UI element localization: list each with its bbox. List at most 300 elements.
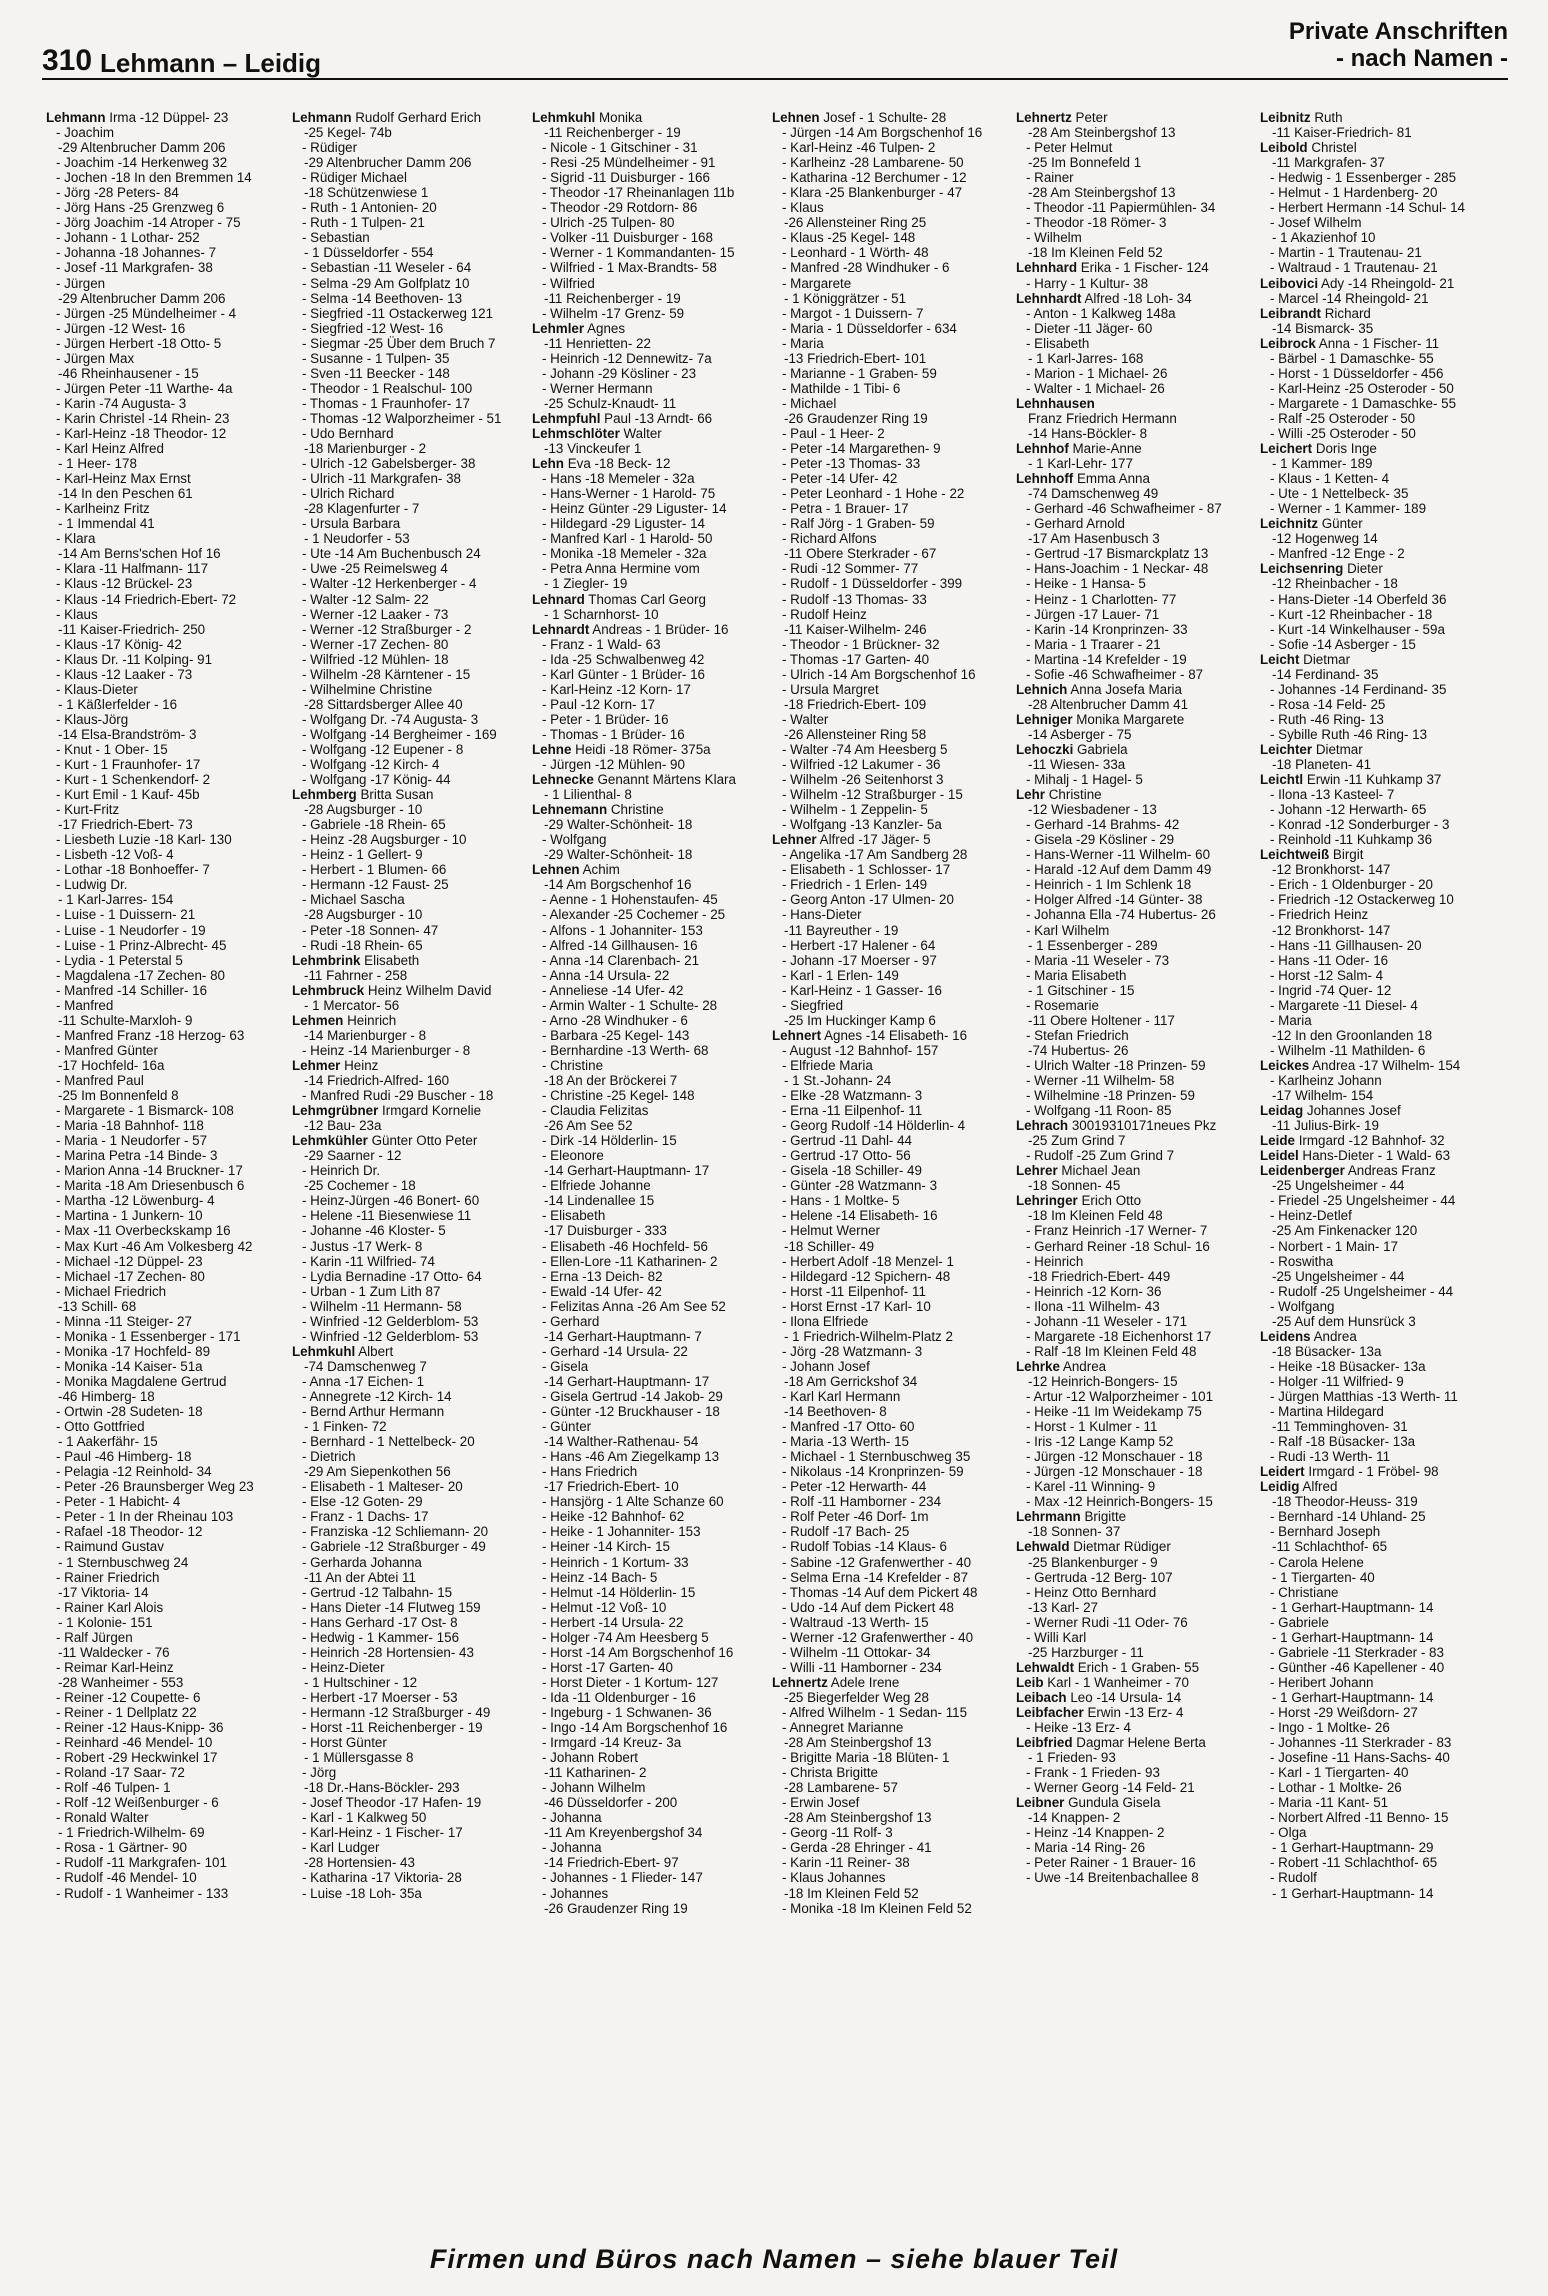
directory-entry: - Gabriele -11 Sterkrader - 83 [1270,1644,1444,1660]
directory-entry: - Rudolf -46 Mendel- 10 [56,1870,197,1886]
directory-entry: - Ralf -25 Osteroder - 50 [1270,410,1416,426]
directory-entry: - Karlheinz Fritz [56,501,150,517]
directory-entry: - Walter -74 Am Heesberg 5 [782,741,948,757]
directory-entry: - Ellen-Lore -11 Katharinen- 2 [542,1253,718,1269]
surname: Leib [1016,1674,1044,1690]
surname: Leichter [1260,741,1313,757]
directory-entry: - Jürgen Max [56,350,135,366]
directory-entry: - Günter -28 Watzmann- 3 [782,1178,938,1194]
directory-entry: - Wilfried -12 Lakumer - 36 [782,757,941,773]
directory-entry: - Margot - 1 Duissern- 7 [782,305,924,321]
directory-entry: - Karel -11 Winning- 9 [1026,1479,1156,1495]
directory-entry-continuation: -18 Planeten- 41 [1272,757,1372,773]
directory-entry: - Jürgen -14 Am Borgschenhof 16 [782,125,983,141]
directory-entry: - Karl-Heinz -12 Korn- 17 [542,681,691,697]
directory-entry: - Frank - 1 Frieden- 93 [1026,1765,1160,1781]
directory-entry: Lehnertz Adele Irene [772,1674,900,1690]
directory-entry: Lehne Heidi -18 Römer- 375a [532,741,711,757]
directory-entry: - Klaus [782,200,824,216]
page-header [42,18,1508,80]
directory-entry: - Franziska -12 Schliemann- 20 [302,1524,489,1540]
directory-entry-continuation: -28 Hortensien- 43 [304,1855,415,1871]
directory-entry: - Margarete - 1 Damaschke- 55 [1270,395,1457,411]
directory-entry: - Wolfgang -14 Bergheimer - 169 [302,726,497,742]
directory-entry: - Theodor - 1 Brückner- 32 [782,636,940,652]
directory-entry: - Maria Elisabeth [1026,967,1127,983]
surname: Lehne [532,741,572,757]
directory-entry: - Horst Ernst -17 Karl- 10 [782,1298,931,1314]
directory-entry: - Rainer [1026,170,1074,186]
directory-entry-continuation: -74 Hubertus- 26 [1028,1042,1129,1058]
directory-entry: - Martina - 1 Junkern- 10 [56,1208,203,1224]
directory-entry-continuation: - 1 Sternbuschweg 24 [58,1554,189,1570]
surname: Lehnertz [1016,110,1072,125]
surname: Lehmgrübner [292,1103,379,1119]
directory-entry: - Anton - 1 Kalkweg 148a [1026,305,1176,321]
directory-entry: - Karin -14 Kronprinzen- 33 [1026,621,1188,637]
directory-entry: - Horst - 1 Düsseldorfer - 456 [1270,365,1444,381]
directory-entry: - Elisabeth - 1 Schlosser- 17 [782,862,951,878]
directory-entry: - Angelika -17 Am Sandberg 28 [782,847,968,863]
surname: Lehnhausen [1016,395,1095,411]
surname: Leide [1260,1133,1295,1149]
directory-entry: - Siegmar -25 Über dem Bruch 7 [302,335,496,351]
directory-entry: - Manfred Franz -18 Herzog- 63 [56,1027,245,1043]
directory-entry: - Else -12 Goten- 29 [302,1494,423,1510]
directory-entry-continuation: -17 Viktoria- 14 [58,1584,149,1600]
directory-entry: - Ruth -46 Ring- 13 [1270,711,1384,727]
directory-entry: - Manfred Karl - 1 Harold- 50 [542,531,713,547]
directory-entry: - Karl - 1 Erlen- 149 [782,967,899,983]
directory-entry: - Peter Rainer - 1 Brauer- 16 [1026,1855,1196,1871]
directory-entry: - Josefine -11 Hans-Sachs- 40 [1270,1750,1450,1766]
directory-entry: - Bernhard - 1 Nettelbeck- 20 [302,1434,475,1450]
directory-entry-continuation: -14 Hans-Böckler- 8 [1028,425,1148,441]
column-3 [532,110,764,2220]
directory-entry: Lehnhoff Emma Anna [1016,471,1150,487]
directory-entry: - Ronald Walter [56,1810,149,1826]
directory-entry: - Gisela Gertrud -14 Jakob- 29 [542,1388,723,1404]
directory-entry: - Mathilde - 1 Tibi- 6 [782,380,901,396]
directory-entry: - Lisbeth -12 Voß- 4 [56,847,174,863]
directory-entry: - Karl-Heinz -46 Tulpen- 2 [782,140,936,156]
directory-entry: - Gerharda Johanna [302,1554,422,1570]
directory-entry: Leibovici Ady -14 Rheingold- 21 [1260,275,1455,291]
directory-entry-continuation: -14 Marienburger - 8 [304,1027,427,1043]
directory-entry: - Gertruda -12 Berg- 107 [1026,1569,1173,1585]
directory-entry-continuation: -25 Im Bonnefeld 1 [1028,155,1142,171]
directory-entry: - Ingeburg - 1 Schwanen- 36 [542,1704,712,1720]
directory-entry: - Manfred -12 Enge - 2 [1270,546,1405,562]
directory-entry: - Rudolf -17 Bach- 25 [782,1524,910,1540]
directory-entry: - Werner Hermann [542,380,653,396]
directory-entry: - Peter Leonhard - 1 Hohe - 22 [782,486,965,502]
directory-entry: Lehmberg Britta Susan [292,787,434,803]
surname: Lehrke [1016,1358,1060,1374]
directory-entry: - Selma -29 Am Golfplatz 10 [302,275,470,291]
directory-entry: - Maria -13 Werth- 15 [782,1434,910,1450]
directory-entry: - Heike - 1 Johanniter- 153 [542,1524,701,1540]
directory-entry: Lehnen Josef - 1 Schulte- 28 [772,110,947,125]
directory-entry: - Anna -14 Ursula- 22 [542,967,670,983]
directory-entry-continuation: -12 Bau- 23a [304,1118,382,1134]
directory-entry: - Reinhard -46 Mendel- 10 [56,1735,213,1751]
directory-entry: Lehmer Heinz [292,1057,379,1073]
directory-entry: - Alexander -25 Cochemer - 25 [542,907,726,923]
directory-entry: - Heike -18 Büsacker- 13a [1270,1358,1426,1374]
directory-entry: - Harry - 1 Kultur- 38 [1026,275,1149,291]
directory-entry: - Gerhard -14 Brahms- 42 [1026,817,1180,833]
directory-entry: - Heiner -14 Kirch- 15 [542,1539,671,1555]
directory-entry: Lehrke Andrea [1016,1358,1107,1374]
directory-entry: - Ida -25 Schwalbenweg 42 [542,651,705,667]
directory-entry: - Friedrich - 1 Erlen- 149 [782,877,928,893]
directory-entry: - Johanna [542,1840,602,1856]
directory-entry: - Monika - 1 Essenberger - 171 [56,1328,241,1344]
directory-entry-continuation: -11 Kaiser-Friedrich- 81 [1272,125,1412,141]
directory-entry-continuation: -26 Allensteiner Ring 25 [784,215,927,231]
directory-entry: - Max Kurt -46 Am Volkesberg 42 [56,1238,253,1254]
directory-entry: - Heinz -14 Marienburger - 8 [302,1042,471,1058]
directory-entry: - Klara -11 Halfmann- 117 [56,561,209,577]
directory-entry: - Udo Bernhard [302,425,394,441]
directory-entry: - Rosemarie [1026,997,1099,1013]
directory-entry: - Horst -14 Am Borgschenhof 16 [542,1644,734,1660]
directory-entry: - Gisela -18 Schiller- 49 [782,1163,922,1179]
directory-entry: - Peter -14 Ufer- 42 [782,471,898,487]
directory-entry: - Karl-Heinz Max Ernst [56,471,191,487]
surname: Lehnhardt [1016,290,1082,306]
directory-entry-continuation: - 1 Scharnhorst- 10 [544,606,659,622]
directory-entry: - Minna -11 Steiger- 27 [56,1313,192,1329]
directory-entry: - Erna -13 Deich- 82 [542,1268,663,1284]
directory-entry: - Paul -12 Korn- 17 [542,696,656,712]
directory-entry: - Klaus -14 Friedrich-Ebert- 72 [56,591,237,607]
directory-entry-continuation: -11 Schulte-Marxloh- 9 [58,1012,193,1028]
surname: Lehn [532,456,564,472]
directory-entry-continuation: -12 Bronkhorst- 147 [1272,862,1391,878]
surname: Leichnitz [1260,516,1319,532]
directory-entry: - Günter -12 Bruckhauser - 18 [542,1404,720,1420]
directory-entry-continuation: -29 Altenbrucher Damm 206 [58,290,226,306]
directory-entry-continuation: -29 Walter-Schönheit- 18 [544,817,693,833]
directory-entry: Leibrandt Richard [1260,305,1371,321]
directory-entry: - Theodor -17 Rheinanlagen 11b [542,185,735,201]
directory-entry: - Johanne -46 Kloster- 5 [302,1223,446,1239]
directory-entry: - Johannes [542,1885,609,1901]
surname: Leichtl [1260,772,1304,788]
directory-entry: - Erwin Josef [782,1795,860,1811]
directory-entry: - Karl Günter - 1 Brüder- 16 [542,666,705,682]
directory-entry: - Hildegard -29 Liguster- 14 [542,516,706,532]
directory-entry: - Friedel -25 Ungelsheimer - 44 [1270,1193,1456,1209]
directory-entry: - Martin - 1 Trautenau- 21 [1270,245,1422,261]
directory-entry: - Kurt -14 Winkelhauser - 59a [1270,621,1445,637]
surname: Leibrandt [1260,305,1322,321]
directory-entry: - Theodor -11 Papiermühlen- 34 [1026,200,1216,216]
directory-entry: - Wilhelm [1026,230,1082,246]
directory-entry: Leidenberger Andreas Franz [1260,1163,1436,1179]
directory-entry: - Urban - 1 Zum Lith 87 [302,1283,441,1299]
directory-entry: - Rüdiger [302,140,358,156]
directory-entry: Lehner Alfred -17 Jäger- 5 [772,832,931,848]
directory-entry: - Wilfried [542,275,595,291]
directory-entry: - Wolfgang -12 Kirch- 4 [302,757,440,773]
directory-entry: - Wolfgang Dr. -74 Augusta- 3 [302,711,479,727]
directory-entry-continuation: -26 Graudenzer Ring 19 [784,410,928,426]
directory-entry: - Johannes - 1 Flieder- 147 [542,1870,703,1886]
directory-entry: - Heike -12 Bahnhof- 62 [542,1509,685,1525]
directory-entry: - Aenne - 1 Hohenstaufen- 45 [542,892,718,908]
section-title [1289,18,1508,72]
directory-entry-continuation: -11 Kaiser-Wilhelm- 246 [784,621,927,637]
directory-entry: Lehmpfuhl Paul -13 Arndt- 66 [532,410,713,426]
directory-entry-continuation: -11 Reichenberger - 19 [544,125,681,141]
directory-entry: Leibfacher Erwin -13 Erz- 4 [1016,1704,1184,1720]
directory-entry-continuation: -11 Bayreuther - 19 [784,922,899,938]
surname: Lehmbruck [292,982,365,998]
directory-entry-continuation: -17 Hochfeld- 16a [58,1057,165,1073]
directory-entry: - Wilhelm -11 Mathilden- 6 [1270,1042,1426,1058]
directory-entry: - Hans-Dieter [782,907,862,923]
directory-entry-continuation: -74 Damschenweg 49 [1028,486,1159,502]
directory-entry-continuation: -14 Gerhart-Hauptmann- 17 [544,1163,710,1179]
directory-entry: - Karin Christel -14 Rhein- 23 [56,410,230,426]
surname: Lehnen [772,110,820,125]
directory-entry: - Rudolf [1270,1870,1317,1886]
directory-entry-continuation: -12 Heinrich-Bongers- 15 [1028,1373,1178,1389]
directory-entry: - Michael [782,395,837,411]
directory-entry: - Georg Rudolf -14 Hölderlin- 4 [782,1118,966,1134]
surname: Leichert [1260,441,1313,457]
directory-entry: - Siegfried -11 Ostackerweg 121 [302,305,494,321]
directory-entry: - Peter -13 Thomas- 33 [782,456,921,472]
surname: Lehmkühler [292,1133,368,1149]
surname: Lehnecke [532,772,594,788]
directory-entry: - Wilhelm -28 Kärntener - 15 [302,666,471,682]
directory-entry: Lehrer Michael Jean [1016,1163,1141,1179]
directory-entry-continuation: -25 Blankenburger - 9 [1028,1554,1158,1570]
directory-entry: - Anneliese -14 Ufer- 42 [542,982,684,998]
directory-entry: - Heinz - 1 Charlotten- 77 [1026,591,1177,607]
surname: Lehmann [46,110,106,125]
directory-entry: - Maria -11 Kant- 51 [1270,1795,1389,1811]
directory-entry-continuation: -17 Wilhelm- 154 [1272,1088,1374,1104]
directory-entry: - Elisabeth [542,1208,606,1224]
directory-entry: - Horst -29 Weißdorn- 27 [1270,1704,1418,1720]
directory-entry: Lehmgrübner Irmgard Kornelie [292,1103,482,1119]
directory-entry: - Monika -18 Im Kleinen Feld 52 [782,1900,972,1916]
directory-entry: - Heinz-Detlef [1270,1208,1352,1224]
directory-entry: - Horst -11 Eilpenhof- 11 [782,1283,926,1299]
directory-entry: - Magdalena -17 Zechen- 80 [56,967,225,983]
surname: Lehrach [1016,1118,1069,1134]
directory-entry: - Klaus -25 Kegel- 148 [782,230,916,246]
directory-entry-continuation: -18 An der Bröckerei 7 [544,1073,678,1088]
directory-entry: - Herbert -17 Moerser - 53 [302,1689,458,1705]
directory-entry-continuation: -18 Schützenwiese 1 [304,185,429,201]
directory-entry: - Sofie -46 Schwafheimer - 87 [1026,666,1204,682]
directory-entry: - Heinz Günter -29 Liguster- 14 [542,501,727,517]
directory-entry-continuation: -29 Altenbrucher Damm 206 [304,155,472,171]
directory-entry: Lehnert Agnes -14 Elisabeth- 16 [772,1027,968,1043]
directory-entry: - Heike -11 Im Weidekamp 75 [1026,1404,1202,1420]
directory-entry: - Leonhard - 1 Wörth- 48 [782,245,929,261]
directory-entry: - Friedrich Heinz [1270,907,1369,923]
directory-entry-continuation: -28 Klagenfurter - 7 [304,501,420,517]
directory-entry: Lehringer Erich Otto [1016,1193,1142,1209]
directory-entry: Leichtl Erwin -11 Kuhkamp 37 [1260,772,1442,788]
surname: Lehrer [1016,1163,1058,1179]
directory-entry: - Wolfgang [542,832,607,848]
directory-entry: Leickes Andrea -17 Wilhelm- 154 [1260,1057,1461,1073]
directory-entry: - Johann -11 Weseler - 171 [1026,1313,1188,1329]
directory-entry: - Heinrich -12 Dennewitz- 7a [542,350,712,366]
directory-entry: - Annegrete -12 Kirch- 14 [302,1388,452,1404]
surname: Lehmschlöter [532,425,620,441]
directory-entry: - Sebastian -11 Weseler - 64 [302,260,472,276]
directory-entry: - Hermann -12 Faust- 25 [302,877,449,893]
directory-entry: - Peter - 1 In der Rheinau 103 [56,1509,234,1525]
directory-entry: - Hans Gerhard -17 Ost- 8 [302,1614,458,1630]
directory-entry: - Joachim [56,125,115,141]
column-2 [292,110,524,2220]
directory-entry: Lehnhardt Alfred -18 Loh- 34 [1016,290,1192,306]
directory-entry: - Werner -12 Grafenwerther - 40 [782,1629,974,1645]
directory-entry: - Heinz-Dieter [302,1659,385,1675]
surname: Leickes [1260,1057,1310,1073]
directory-entry: - Katharina -17 Viktoria- 28 [302,1870,462,1886]
directory-entry: Leidig Alfred [1260,1479,1338,1495]
directory-entry-continuation: -18 Sonnen- 45 [1028,1178,1121,1194]
directory-entry: - Johanna Ella -74 Hubertus- 26 [1026,907,1216,923]
directory-entry-continuation: -14 Knappen- 2 [1028,1810,1121,1826]
surname: Leibold [1260,140,1308,156]
directory-entry: - Gabriele -18 Rhein- 65 [302,817,446,833]
directory-entry: - Sebastian [302,230,370,246]
surname: Leichtweiß [1260,847,1330,863]
surname: Lehmann [292,110,352,125]
directory-entry: - Knut - 1 Ober- 15 [56,741,168,757]
directory-entry: - Rafael -18 Theodor- 12 [56,1524,203,1540]
directory-entry-continuation: -13 Karl- 27 [1028,1599,1098,1615]
directory-entry: - Rüdiger Michael [302,170,407,186]
directory-entry: - Christa Brigitte [782,1765,878,1781]
directory-entry: - Rudolf Heinz [782,606,867,622]
directory-entry: - Alfons - 1 Johanniter- 153 [542,922,703,938]
directory-entry: Leibach Leo -14 Ursula- 14 [1016,1689,1182,1705]
directory-entry: - Bernhardine -13 Werth- 68 [542,1042,709,1058]
directory-entry: - Gerhard Arnold [1026,516,1125,532]
directory-entry-continuation: -25 Auf dem Hunsrück 3 [1272,1313,1416,1329]
surname: Lehmen [292,1012,344,1028]
directory-entry: - Walter -12 Salm- 22 [302,591,429,607]
directory-entry: - Rudi -12 Sommer- 77 [782,561,919,577]
directory-entry: - Ulrich -11 Markgrafen- 38 [302,471,462,487]
directory-entry: - Karlheinz Johann [1270,1073,1382,1088]
directory-entry: - Theodor -18 Römer- 3 [1026,215,1167,231]
directory-entry: - Wilhelm -26 Seitenhorst 3 [782,772,944,788]
directory-entry: - Helmut - 1 Hardenberg- 20 [1270,185,1438,201]
directory-entry: - Selma Erna -14 Krefelder - 87 [782,1569,969,1585]
directory-entry-continuation: -17 Am Hasenbusch 3 [1028,531,1160,547]
directory-entry-continuation: -18 Schiller- 49 [784,1238,875,1254]
directory-entry-continuation: -18 Friedrich-Ebert- 449 [1028,1268,1171,1284]
directory-entry: - Gerhard -46 Schwafheimer - 87 [1026,501,1222,517]
directory-entry: - Ulrich Walter -18 Prinzen- 59 [1026,1057,1206,1073]
surname: Lehniger [1016,711,1073,727]
directory-entry-continuation: -18 Marienburger - 2 [304,441,427,457]
directory-entry-continuation: -46 Rheinhausener - 15 [58,365,199,381]
directory-entry: - Bernhard -14 Uhland- 25 [1270,1509,1426,1525]
directory-entry: - Karin -11 Wilfried- 74 [302,1253,435,1269]
directory-entry-continuation: - 1 Mercator- 56 [304,997,400,1013]
directory-entry-continuation: - 1 Gitschiner - 15 [1028,982,1135,998]
directory-entry-continuation: -17 Friedrich-Ebert- 10 [544,1479,679,1495]
directory-entry: Lehnhard Erika - 1 Fischer- 124 [1016,260,1209,276]
directory-entry-continuation: - 1 Neudorfer - 53 [304,531,410,547]
directory-entry-continuation: - 1 Aakerfähr- 15 [58,1434,158,1450]
directory-entry: - Gerhard -14 Ursula- 22 [542,1343,688,1359]
directory-entry: - Rosa - 1 Gärtner- 90 [56,1840,187,1856]
directory-entry: - Mihalj - 1 Hagel- 5 [1026,772,1143,788]
directory-entry: - Wilfried - 1 Max-Brandts- 58 [542,260,717,276]
directory-entry: - Hans Friedrich [542,1464,638,1480]
directory-entry: - Willi -25 Osteroder - 50 [1270,425,1416,441]
directory-entry: - Ute - 1 Nettelbeck- 35 [1270,486,1409,502]
directory-entry-continuation: -12 Hogenweg 14 [1272,531,1378,547]
directory-entry: - Wolfgang [1270,1298,1335,1314]
surname: Leibnitz [1260,110,1311,125]
directory-entry: - Claudia Felizitas [542,1103,649,1119]
directory-entry: Leidag Johannes Josef [1260,1103,1401,1119]
directory-entry-continuation: -14 Beethoven- 8 [784,1404,887,1420]
directory-entry: - Gerhard Reiner -18 Schul- 16 [1026,1238,1210,1254]
directory-entry: - Elisabeth [1026,335,1090,351]
directory-entry: - Rudolf -11 Markgrafen- 101 [56,1855,227,1871]
directory-entry: - Dirk -14 Hölderlin- 15 [542,1133,677,1149]
directory-entry: Lehrach 30019310171neues Pkz [1016,1118,1217,1134]
directory-entry: - Ursula Barbara [302,516,401,532]
directory-entry: - Theodor - 1 Realschul- 100 [302,380,473,396]
directory-entry: - Rudolf - 1 Wanheimer - 133 [56,1885,229,1901]
surname: Lehnich [1016,681,1068,697]
directory-entry-continuation: -25 Harzburger - 11 [1028,1644,1144,1660]
directory-entry-continuation: - 1 St.-Johann- 24 [784,1073,892,1088]
directory-entry: - Heinz -14 Knappen- 2 [1026,1825,1165,1841]
directory-entry: - Horst -17 Garten- 40 [542,1659,673,1675]
directory-entry: - Anna -17 Eichen- 1 [302,1373,425,1389]
directory-entry-continuation: -74 Damschenweg 7 [304,1358,427,1374]
directory-columns [46,110,1508,2220]
directory-entry: - Margarete -11 Diesel- 4 [1270,997,1418,1013]
surname: Lehrmann [1016,1509,1081,1525]
directory-entry: - Jürgen Peter -11 Warthe- 4a [56,380,233,396]
directory-entry: - Marion - 1 Michael- 26 [1026,365,1168,381]
surname: Lehnen [532,862,580,878]
directory-entry: - Johann Wilhelm [542,1780,646,1796]
directory-entry: - Karl Karl Hermann [782,1388,901,1404]
directory-entry-continuation: -11 An der Abtei 11 [304,1569,416,1585]
directory-entry: - Thomas -17 Garten- 40 [782,651,930,667]
directory-entry: - Ulrich -14 Am Borgschenhof 16 [782,666,976,682]
surname: Lehnardt [532,621,590,637]
directory-entry: - Ilona -13 Kasteel- 7 [1270,787,1395,803]
directory-entry: Leidel Hans-Dieter - 1 Wald- 63 [1260,1148,1451,1164]
directory-entry: - Wilhelm -12 Straßburger - 15 [782,787,963,803]
surname: Lehnhof [1016,441,1069,457]
directory-entry: - Bernhard Joseph [1270,1524,1381,1540]
